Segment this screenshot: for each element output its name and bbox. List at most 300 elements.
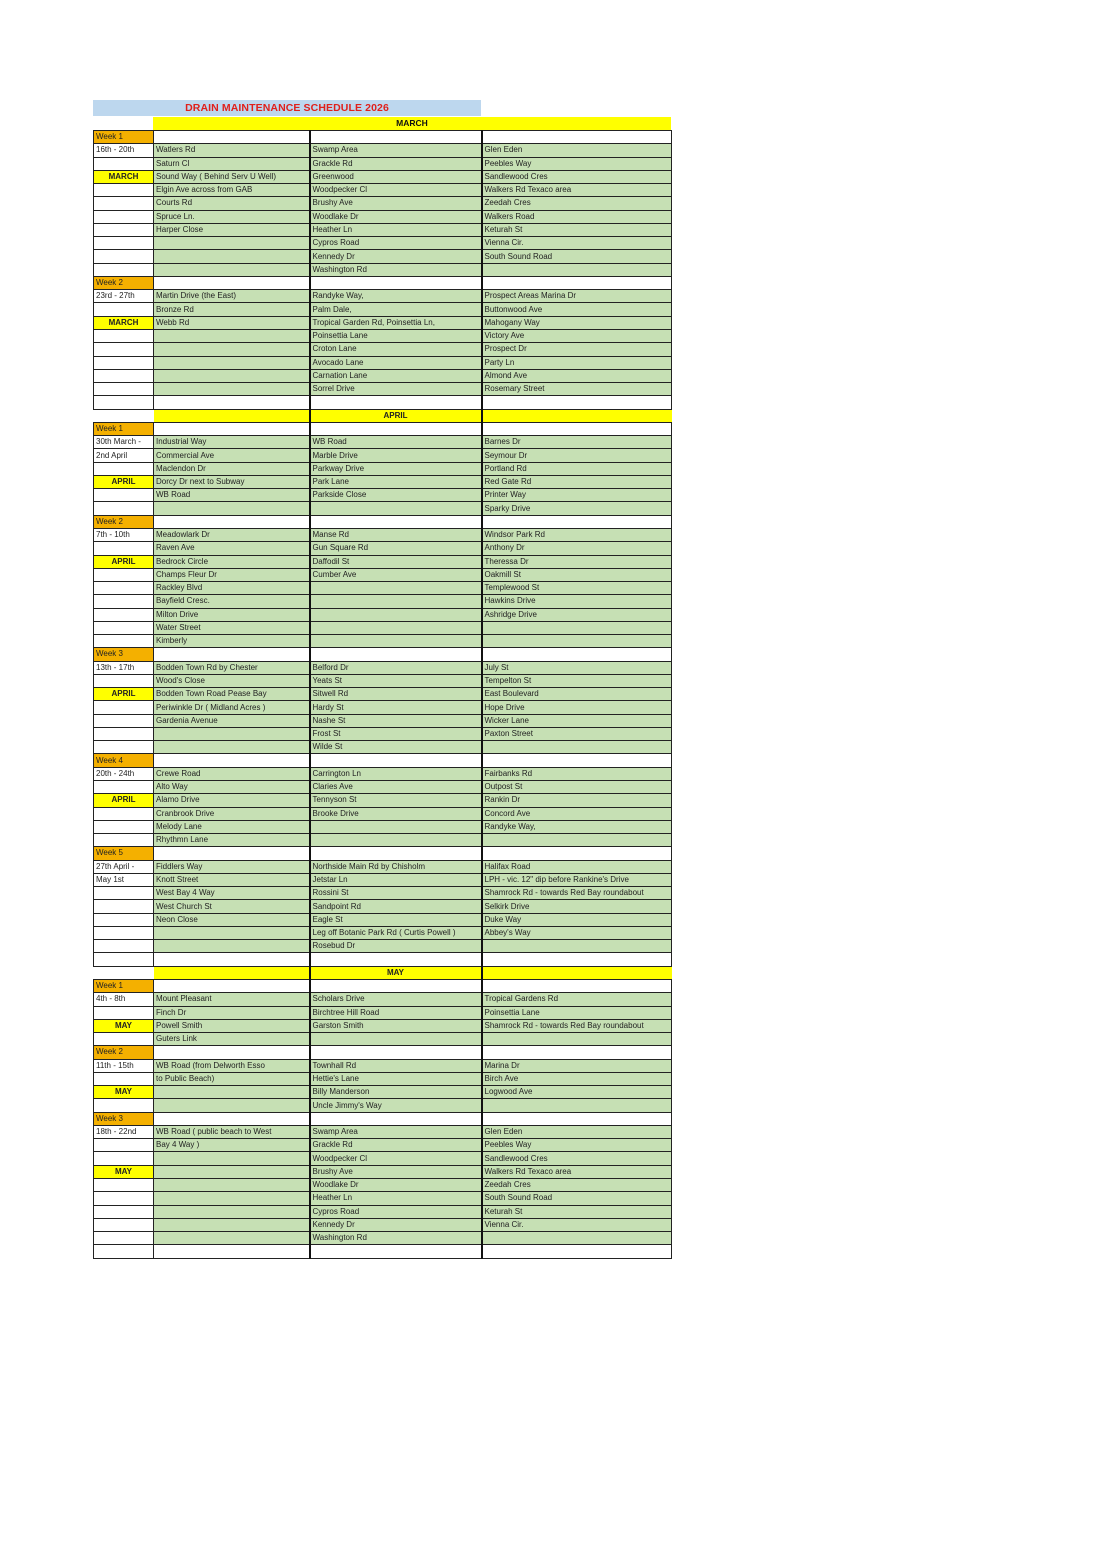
street-cell xyxy=(154,1152,310,1165)
table-row xyxy=(94,608,672,621)
week-header-row xyxy=(94,515,672,528)
empty-cell xyxy=(94,1178,154,1191)
street-cell: West Church St xyxy=(154,900,310,913)
empty-cell xyxy=(94,781,154,794)
blank-cell xyxy=(94,966,154,979)
month-tag: APRIL xyxy=(94,688,154,701)
empty-cell xyxy=(94,1139,154,1152)
street-cell: Sparky Drive xyxy=(482,502,672,515)
street-cell: Selkirk Drive xyxy=(482,900,672,913)
table-row xyxy=(94,250,672,263)
street-cell: Raven Ave xyxy=(154,542,310,555)
street-cell: Oakmill St xyxy=(482,568,672,581)
street-cell: Brushy Ave xyxy=(310,197,482,210)
street-cell: Parkside Close xyxy=(310,489,482,502)
table-row xyxy=(94,993,672,1006)
empty-cell xyxy=(310,980,482,993)
table-row xyxy=(94,542,672,555)
street-cell: Gardenia Avenue xyxy=(154,714,310,727)
street-cell: July St xyxy=(482,661,672,674)
table-row xyxy=(94,1125,672,1138)
street-cell: East Boulevard xyxy=(482,688,672,701)
street-cell xyxy=(154,1205,310,1218)
street-cell: Milton Drive xyxy=(154,608,310,621)
empty-cell xyxy=(94,1006,154,1019)
street-cell: Grackle Rd xyxy=(310,157,482,170)
month-header-fill xyxy=(482,409,672,422)
empty-cell xyxy=(310,422,482,435)
empty-cell xyxy=(154,1046,310,1059)
street-cell: Keturah St xyxy=(482,1205,672,1218)
street-cell: Bodden Town Road Pease Bay xyxy=(154,688,310,701)
street-cell: Finch Dr xyxy=(154,1006,310,1019)
street-cell: Champs Fleur Dr xyxy=(154,568,310,581)
empty-cell xyxy=(94,1099,154,1112)
empty-cell xyxy=(94,621,154,634)
table-row xyxy=(94,674,672,687)
street-cell: Saturn Cl xyxy=(154,157,310,170)
street-cell: Croton Lane xyxy=(310,343,482,356)
street-cell: Rankin Dr xyxy=(482,794,672,807)
empty-cell xyxy=(482,515,672,528)
street-cell: South Sound Road xyxy=(482,250,672,263)
empty-cell xyxy=(94,820,154,833)
week-label: Week 2 xyxy=(94,515,154,528)
street-cell xyxy=(482,621,672,634)
street-cell: Mount Pleasant xyxy=(154,993,310,1006)
street-cell: Hope Drive xyxy=(482,701,672,714)
week-label: Week 1 xyxy=(94,422,154,435)
street-cell: Kennedy Dr xyxy=(310,1218,482,1231)
table-row xyxy=(94,369,672,382)
empty-cell xyxy=(310,515,482,528)
street-cell: Carnation Lane xyxy=(310,369,482,382)
table-row xyxy=(94,1218,672,1231)
street-cell: Mahogany Way xyxy=(482,316,672,329)
empty-cell xyxy=(482,648,672,661)
table-row xyxy=(94,860,672,873)
table-row xyxy=(94,1139,672,1152)
empty-cell xyxy=(154,648,310,661)
street-cell: Leg off Botanic Park Rd ( Curtis Powell ) xyxy=(310,926,482,939)
street-cell: Woodpecker Cl xyxy=(310,1152,482,1165)
week-header-row xyxy=(94,131,672,144)
street-cell: Wood's Close xyxy=(154,674,310,687)
street-cell: Gun Square Rd xyxy=(310,542,482,555)
street-cell: Rosebud Dr xyxy=(310,940,482,953)
table-row xyxy=(94,767,672,780)
street-cell: Woodlake Dr xyxy=(310,210,482,223)
week-label: Week 4 xyxy=(94,754,154,767)
street-cell xyxy=(482,1232,672,1245)
street-cell: Peebles Way xyxy=(482,157,672,170)
street-cell: South Sound Road xyxy=(482,1192,672,1205)
street-cell: Sorrel Drive xyxy=(310,383,482,396)
table-row xyxy=(94,383,672,396)
date-range: 23rd - 27th xyxy=(94,290,154,303)
street-cell: Guters Link xyxy=(154,1033,310,1046)
month-tag: MARCH xyxy=(94,316,154,329)
table-row xyxy=(94,661,672,674)
street-cell: Portland Rd xyxy=(482,462,672,475)
street-cell: Cypros Road xyxy=(310,237,482,250)
empty-cell xyxy=(482,131,672,144)
empty-cell xyxy=(94,383,154,396)
street-cell: Crewe Road xyxy=(154,767,310,780)
table-row xyxy=(94,316,672,329)
street-cell: Palm Dale, xyxy=(310,303,482,316)
date-range: 18th - 22nd xyxy=(94,1125,154,1138)
street-cell: Logwood Ave xyxy=(482,1086,672,1099)
street-cell: Duke Way xyxy=(482,913,672,926)
table-row xyxy=(94,449,672,462)
table-row xyxy=(94,223,672,236)
street-cell: Garston Smith xyxy=(310,1019,482,1032)
empty-cell xyxy=(94,727,154,740)
street-cell: Spruce Ln. xyxy=(154,210,310,223)
street-cell: Watlers Rd xyxy=(154,144,310,157)
empty-cell xyxy=(94,489,154,502)
street-cell: Courts Rd xyxy=(154,197,310,210)
street-cell: Marble Drive xyxy=(310,449,482,462)
street-cell: Prospect Dr xyxy=(482,343,672,356)
table-row xyxy=(94,741,672,754)
empty-cell xyxy=(310,953,482,966)
street-cell xyxy=(310,635,482,648)
street-cell: Dorcy Dr next to Subway xyxy=(154,475,310,488)
street-cell xyxy=(310,595,482,608)
street-cell: Kennedy Dr xyxy=(310,250,482,263)
month-header-fill xyxy=(482,966,672,979)
street-cell: Shamrock Rd - towards Red Bay roundabout xyxy=(482,1019,672,1032)
table-row xyxy=(94,873,672,886)
street-cell: Randyke Way, xyxy=(482,820,672,833)
street-cell: Alto Way xyxy=(154,781,310,794)
street-cell: Templewood St xyxy=(482,582,672,595)
street-cell: Carrington Ln xyxy=(310,767,482,780)
month-header-fill xyxy=(154,966,310,979)
street-cell xyxy=(154,383,310,396)
street-cell: Brooke Drive xyxy=(310,807,482,820)
table-row xyxy=(94,595,672,608)
table-row xyxy=(94,144,672,157)
street-cell: Alamo Drive xyxy=(154,794,310,807)
street-cell xyxy=(310,834,482,847)
street-cell xyxy=(482,263,672,276)
street-cell: Sound Way ( Behind Serv U Well) xyxy=(154,170,310,183)
empty-cell xyxy=(94,913,154,926)
table-row xyxy=(94,502,672,515)
week-header-row xyxy=(94,980,672,993)
street-cell: Bodden Town Rd by Chester xyxy=(154,661,310,674)
street-cell: Almond Ave xyxy=(482,369,672,382)
street-cell: Scholars Drive xyxy=(310,993,482,1006)
table-row xyxy=(94,1192,672,1205)
table-row xyxy=(94,820,672,833)
street-cell: Manse Rd xyxy=(310,528,482,541)
month-header-row xyxy=(94,966,672,979)
street-cell: Hettie's Lane xyxy=(310,1072,482,1085)
street-cell xyxy=(310,582,482,595)
week-header-row xyxy=(94,1112,672,1125)
table-row xyxy=(94,184,672,197)
month-header-row xyxy=(94,409,672,422)
month-tag: APRIL xyxy=(94,794,154,807)
street-cell: Meadowlark Dr xyxy=(154,528,310,541)
empty-cell xyxy=(94,1232,154,1245)
empty-cell xyxy=(94,210,154,223)
table-row xyxy=(94,210,672,223)
empty-cell xyxy=(310,1046,482,1059)
street-cell: Cranbrook Drive xyxy=(154,807,310,820)
empty-cell xyxy=(154,131,310,144)
empty-cell xyxy=(310,1112,482,1125)
month-header-label: MAY xyxy=(310,966,482,979)
month-header-label: MARCH xyxy=(153,117,671,130)
empty-cell xyxy=(94,369,154,382)
empty-cell xyxy=(154,754,310,767)
table-row xyxy=(94,1059,672,1072)
table-row xyxy=(94,329,672,342)
table-row xyxy=(94,582,672,595)
street-cell xyxy=(154,502,310,515)
street-cell xyxy=(154,237,310,250)
table-row xyxy=(94,489,672,502)
empty-cell xyxy=(94,223,154,236)
street-cell xyxy=(154,940,310,953)
street-cell: Peebles Way xyxy=(482,1139,672,1152)
empty-cell xyxy=(94,237,154,250)
street-cell: Park Lane xyxy=(310,475,482,488)
empty-cell xyxy=(94,1245,154,1258)
date-range: 4th - 8th xyxy=(94,993,154,1006)
empty-cell xyxy=(94,1033,154,1046)
street-cell: Abbey's Way xyxy=(482,926,672,939)
table-row xyxy=(94,356,672,369)
street-cell xyxy=(154,1086,310,1099)
street-cell: Halifax Road xyxy=(482,860,672,873)
table-row xyxy=(94,157,672,170)
table-row xyxy=(94,940,672,953)
street-cell: Swamp Area xyxy=(310,144,482,157)
empty-cell xyxy=(94,953,154,966)
table-row xyxy=(94,900,672,913)
table-row xyxy=(94,1205,672,1218)
street-cell: Printer Way xyxy=(482,489,672,502)
street-cell xyxy=(154,343,310,356)
table-row xyxy=(94,1019,672,1032)
empty-cell xyxy=(94,1072,154,1085)
empty-cell xyxy=(94,303,154,316)
empty-cell xyxy=(310,131,482,144)
street-cell: Yeats St xyxy=(310,674,482,687)
street-cell: Wicker Lane xyxy=(482,714,672,727)
table-row xyxy=(94,303,672,316)
empty-cell xyxy=(482,1046,672,1059)
street-cell: Tempelton St xyxy=(482,674,672,687)
street-cell: Billy Manderson xyxy=(310,1086,482,1099)
street-cell xyxy=(154,1178,310,1191)
week-label: Week 1 xyxy=(94,131,154,144)
page-title: DRAIN MAINTENANCE SCHEDULE 2026 xyxy=(185,102,389,114)
street-cell: Kimberly xyxy=(154,635,310,648)
empty-cell xyxy=(94,542,154,555)
week-header-row xyxy=(94,648,672,661)
street-cell xyxy=(154,356,310,369)
street-cell: Washington Rd xyxy=(310,1232,482,1245)
street-cell: Bayfield Cresc. xyxy=(154,595,310,608)
street-cell: Red Gate Rd xyxy=(482,475,672,488)
street-cell: Randyke Way, xyxy=(310,290,482,303)
street-cell: Anthony Dr xyxy=(482,542,672,555)
empty-cell xyxy=(482,396,672,409)
empty-cell xyxy=(482,276,672,289)
week-header-row xyxy=(94,1046,672,1059)
empty-cell xyxy=(94,396,154,409)
street-cell xyxy=(310,608,482,621)
title-row xyxy=(93,100,671,116)
street-cell: Paxton Street xyxy=(482,727,672,740)
street-cell: Sitwell Rd xyxy=(310,688,482,701)
empty-cell xyxy=(154,1112,310,1125)
table-row xyxy=(94,170,672,183)
street-cell: Knott Street xyxy=(154,873,310,886)
street-cell: Daffodil St xyxy=(310,555,482,568)
empty-cell xyxy=(94,1192,154,1205)
street-cell: Northside Main Rd by Chisholm xyxy=(310,860,482,873)
table-row xyxy=(94,1232,672,1245)
empty-cell xyxy=(94,701,154,714)
street-cell: Commercial Ave xyxy=(154,449,310,462)
schedule-sheet xyxy=(93,100,671,1259)
schedule-table xyxy=(93,130,672,1259)
month-tag: APRIL xyxy=(94,475,154,488)
week-label: Week 1 xyxy=(94,980,154,993)
table-row xyxy=(94,621,672,634)
street-cell: to Public Beach) xyxy=(154,1072,310,1085)
street-cell xyxy=(482,741,672,754)
street-cell: Windsor Park Rd xyxy=(482,528,672,541)
street-cell: Eagle St xyxy=(310,913,482,926)
street-cell: Walkers Road xyxy=(482,210,672,223)
street-cell xyxy=(310,621,482,634)
street-cell: Parkway Drive xyxy=(310,462,482,475)
table-row xyxy=(94,555,672,568)
table-row xyxy=(94,197,672,210)
street-cell: Cypros Road xyxy=(310,1205,482,1218)
date-range: 16th - 20th xyxy=(94,144,154,157)
month-header-march xyxy=(93,116,671,130)
street-cell: WB Road ( public beach to West xyxy=(154,1125,310,1138)
date-range: 11th - 15th xyxy=(94,1059,154,1072)
table-row xyxy=(94,290,672,303)
empty-cell xyxy=(482,1112,672,1125)
street-cell: Tennyson St xyxy=(310,794,482,807)
street-cell: Glen Eden xyxy=(482,1125,672,1138)
table-row xyxy=(94,237,672,250)
month-tag: MAY xyxy=(94,1086,154,1099)
street-cell: Martin Drive (the East) xyxy=(154,290,310,303)
empty-cell xyxy=(94,356,154,369)
street-cell: Melody Lane xyxy=(154,820,310,833)
street-cell: Rhythmn Lane xyxy=(154,834,310,847)
street-cell: Zeedah Cres xyxy=(482,1178,672,1191)
street-cell: Barnes Dr xyxy=(482,436,672,449)
week-header-row xyxy=(94,754,672,767)
empty-cell xyxy=(94,608,154,621)
street-cell xyxy=(154,926,310,939)
street-cell: WB Road (from Delworth Esso xyxy=(154,1059,310,1072)
blank-cell xyxy=(94,409,154,422)
street-cell: Birchtree Hill Road xyxy=(310,1006,482,1019)
date-range: 20th - 24th xyxy=(94,767,154,780)
table-row xyxy=(94,701,672,714)
empty-cell xyxy=(482,754,672,767)
street-cell: Maclendon Dr xyxy=(154,462,310,475)
street-cell xyxy=(154,727,310,740)
street-cell: Claries Ave xyxy=(310,781,482,794)
street-cell xyxy=(154,250,310,263)
table-row xyxy=(94,1006,672,1019)
empty-cell xyxy=(94,741,154,754)
street-cell: Tropical Garden Rd, Poinsettia Ln, xyxy=(310,316,482,329)
table-row xyxy=(94,887,672,900)
street-cell: Fairbanks Rd xyxy=(482,767,672,780)
street-cell: Grackle Rd xyxy=(310,1139,482,1152)
date-range: 2nd April xyxy=(94,449,154,462)
table-row xyxy=(94,1086,672,1099)
street-cell: Webb Rd xyxy=(154,316,310,329)
table-row xyxy=(94,436,672,449)
street-cell: Bronze Rd xyxy=(154,303,310,316)
table-row xyxy=(94,781,672,794)
table-row xyxy=(94,263,672,276)
empty-cell xyxy=(482,953,672,966)
table-row xyxy=(94,1152,672,1165)
week-label: Week 2 xyxy=(94,276,154,289)
street-cell: Washington Rd xyxy=(310,263,482,276)
street-cell xyxy=(154,1232,310,1245)
empty-cell xyxy=(94,887,154,900)
street-cell: Zeedah Cres xyxy=(482,197,672,210)
street-cell: Sandpoint Rd xyxy=(310,900,482,913)
empty-cell xyxy=(482,422,672,435)
empty-cell xyxy=(94,502,154,515)
empty-cell xyxy=(94,184,154,197)
street-cell: Heather Ln xyxy=(310,223,482,236)
street-cell: Elgin Ave across from GAB xyxy=(154,184,310,197)
empty-cell xyxy=(94,582,154,595)
street-cell: Hawkins Drive xyxy=(482,595,672,608)
street-cell: Water Street xyxy=(154,621,310,634)
street-cell: Hardy St xyxy=(310,701,482,714)
empty-cell xyxy=(94,329,154,342)
street-cell: Powell Smith xyxy=(154,1019,310,1032)
street-cell: Woodpecker Cl xyxy=(310,184,482,197)
street-cell: Townhall Rd xyxy=(310,1059,482,1072)
table-row xyxy=(94,1178,672,1191)
street-cell: Rosemary Street xyxy=(482,383,672,396)
street-cell xyxy=(154,369,310,382)
week-header-row xyxy=(94,422,672,435)
street-cell: Neon Close xyxy=(154,913,310,926)
street-cell: Walkers Rd Texaco area xyxy=(482,184,672,197)
week-label: Week 3 xyxy=(94,1112,154,1125)
street-cell: Sandlewood Cres xyxy=(482,170,672,183)
street-cell: Harper Close xyxy=(154,223,310,236)
street-cell: Wilde St xyxy=(310,741,482,754)
empty-cell xyxy=(482,1245,672,1258)
